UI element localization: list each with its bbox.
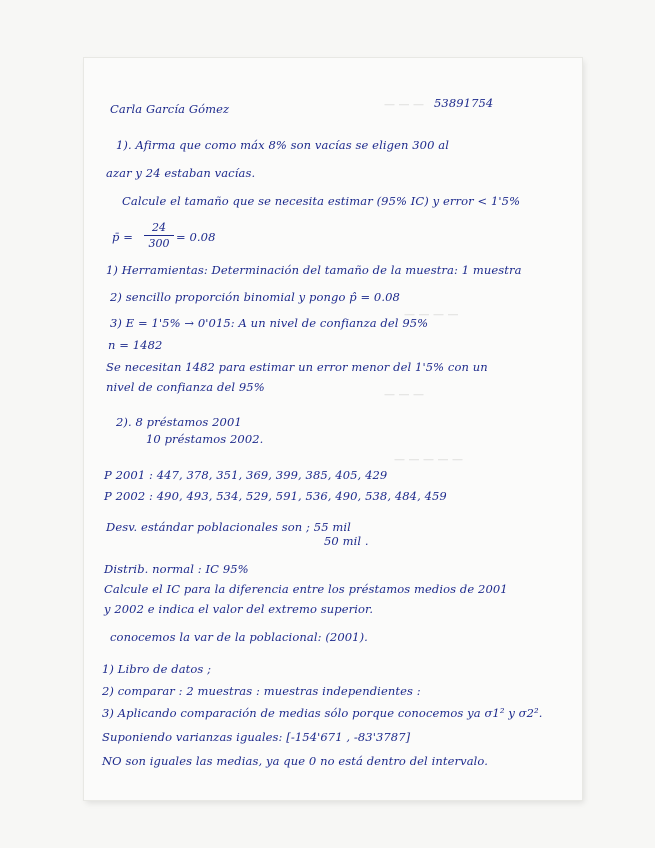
p1-conclusion-line2: nivel de confianza del 95% [106, 380, 265, 394]
p1-step2: 2) sencillo proporción binomial y pongo p̂ = 0.08 [110, 290, 400, 304]
p1-question: Calcule el tamaño que se necesita estimar (95% IC) y error < 1'5% [122, 194, 521, 208]
p2-question-line1: Calcule el IC para la diferencia entre los préstamos medios de 2001 [104, 582, 508, 596]
p2-tool3: 3) Aplicando comparación de medias sólo porque conocemos ya σ1² y σ2². [102, 706, 543, 720]
p-hat-fraction [144, 221, 174, 250]
p1-statement-line1: 1). Afirma que como máx 8% son vacías se eligen 300 al [116, 138, 450, 152]
p-hat-denominator: 300 [148, 237, 170, 250]
p2-data-2001: P 2001 : 447, 378, 351, 369, 399, 385, 405, 429 [104, 468, 388, 482]
student-name: Carla García Gómez [110, 102, 230, 116]
p2-final-conclusion: NO son iguales las medias, ya que 0 no está dentro del intervalo. [102, 754, 489, 768]
p1-conclusion-line1: Se necesitan 1482 para estimar un error menor del 1'5% con un [106, 360, 488, 374]
p2-question-line2: y 2002 e indica el valor del extremo superior. [104, 602, 374, 616]
p2-line1: 2). 8 préstamos 2001 [116, 415, 242, 429]
handwritten-page [84, 58, 582, 800]
p2-std-dev-line2: 50 mil . [324, 534, 369, 548]
p1-step3: 3) E = 1'5% → 0'015: A un nivel de confianza del 95% [110, 316, 429, 330]
p1-step1: 1) Herramientas: Determinación del tamaño de la muestra: 1 muestra [106, 263, 522, 277]
p2-std-dev-line1: Desv. estándar poblacionales son ; 55 mil [106, 520, 351, 534]
p1-statement-line2: azar y 24 estaban vacías. [106, 166, 256, 180]
p-hat-numerator: 24 [152, 221, 166, 234]
bleed-through: — — — — — [394, 453, 463, 466]
bleed-through: — — — [384, 98, 424, 111]
fraction-bar [144, 235, 174, 236]
p2-distribution: Distrib. normal : IC 95% [104, 562, 249, 576]
p2-line2: 10 préstamos 2002. [146, 432, 264, 446]
p2-tool1: 1) Libro de datos ; [102, 662, 212, 676]
p2-data-2002: P 2002 : 490, 493, 534, 529, 591, 536, 490, 538, 484, 459 [104, 489, 447, 503]
p1-n-result: n = 1482 [108, 338, 163, 352]
bleed-through: — — — — [404, 308, 459, 321]
bleed-through: — — — [384, 388, 424, 401]
student-id: 53891754 [434, 96, 494, 110]
p2-known-variance: conocemos la var de la poblacional: (2001). [110, 630, 368, 644]
p2-result-interval: Suponiendo varianzas iguales: [-154'671 , -83'3787] [102, 730, 411, 744]
p-hat-result: = 0.08 [176, 230, 216, 244]
p2-tool2: 2) comparar : 2 muestras : muestras independientes : [102, 684, 421, 698]
p-hat-label: p̄ = [112, 230, 133, 244]
